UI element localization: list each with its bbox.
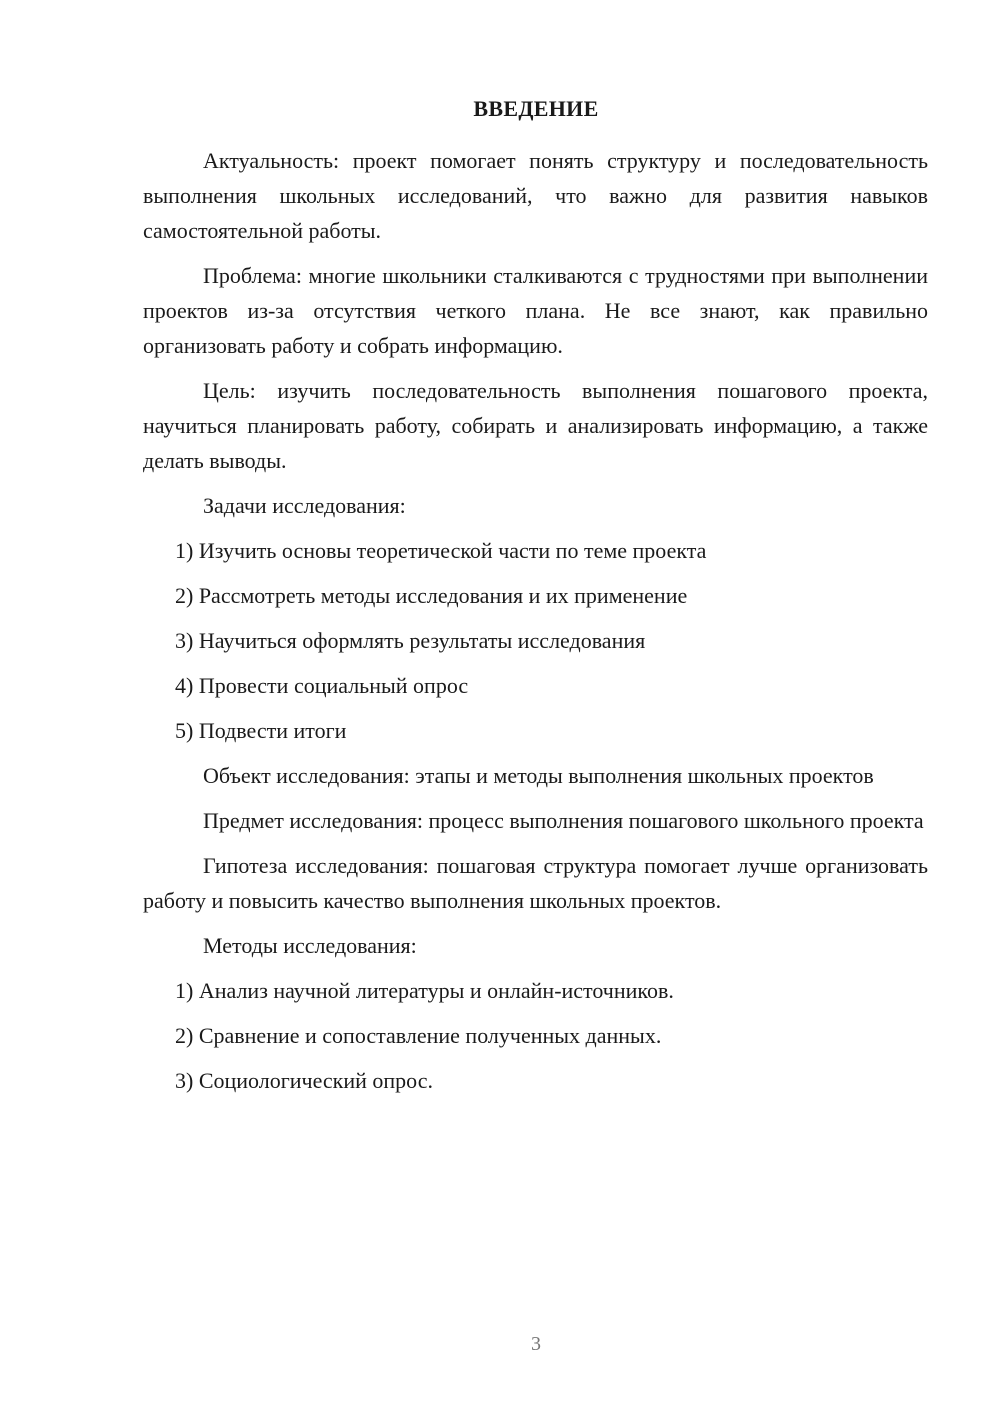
- task-item: 3) Научиться оформлять результаты исследования: [175, 628, 646, 653]
- hypothesis-paragraph: Гипотеза исследования: пошаговая структура помогает лучше организовать работу и повысить качество выполнения школьных проектов.: [143, 853, 928, 913]
- object-paragraph: Объект исследования: этапы и методы выполнения школьных проектов: [203, 763, 874, 788]
- problem-paragraph: Проблема: многие школьники сталкиваются с трудностями при выполнении проектов из-за отсутствия четкого плана. Не все знают, как правильно организовать работу и собрать информацию.: [143, 263, 928, 358]
- goal-paragraph: Цель: изучить последовательность выполнения пошагового проекта, научиться планировать работу, собирать и анализировать информацию, а также делать выводы.: [143, 378, 928, 473]
- task-item: 2) Рассмотреть методы исследования и их применение: [175, 583, 688, 608]
- methods-title: Методы исследования:: [203, 933, 417, 958]
- method-item: 1) Анализ научной литературы и онлайн-источников.: [175, 978, 674, 1003]
- tasks-title: Задачи исследования:: [203, 493, 406, 518]
- method-item: 2) Сравнение и сопоставление полученных данных.: [175, 1023, 662, 1048]
- tasks-list: [143, 533, 928, 748]
- methods-list: [143, 973, 928, 1098]
- subject-paragraph: Предмет исследования: процесс выполнения пошагового школьного проекта: [203, 808, 924, 833]
- task-item: 5) Подвести итоги: [175, 718, 347, 743]
- method-item: 3) Социологический опрос.: [175, 1068, 433, 1093]
- task-item: 1) Изучить основы теоретической части по теме проекта: [175, 538, 707, 563]
- relevance-paragraph: Актуальность: проект помогает понять структуру и последовательность выполнения школьных исследований, что важно для развития навыков самостоятельной работы.: [143, 148, 928, 243]
- page-heading: ВВЕДЕНИЕ: [473, 96, 599, 121]
- page-number: 3: [531, 1333, 541, 1355]
- page-body: [143, 143, 928, 1108]
- task-item: 4) Провести социальный опрос: [175, 673, 469, 698]
